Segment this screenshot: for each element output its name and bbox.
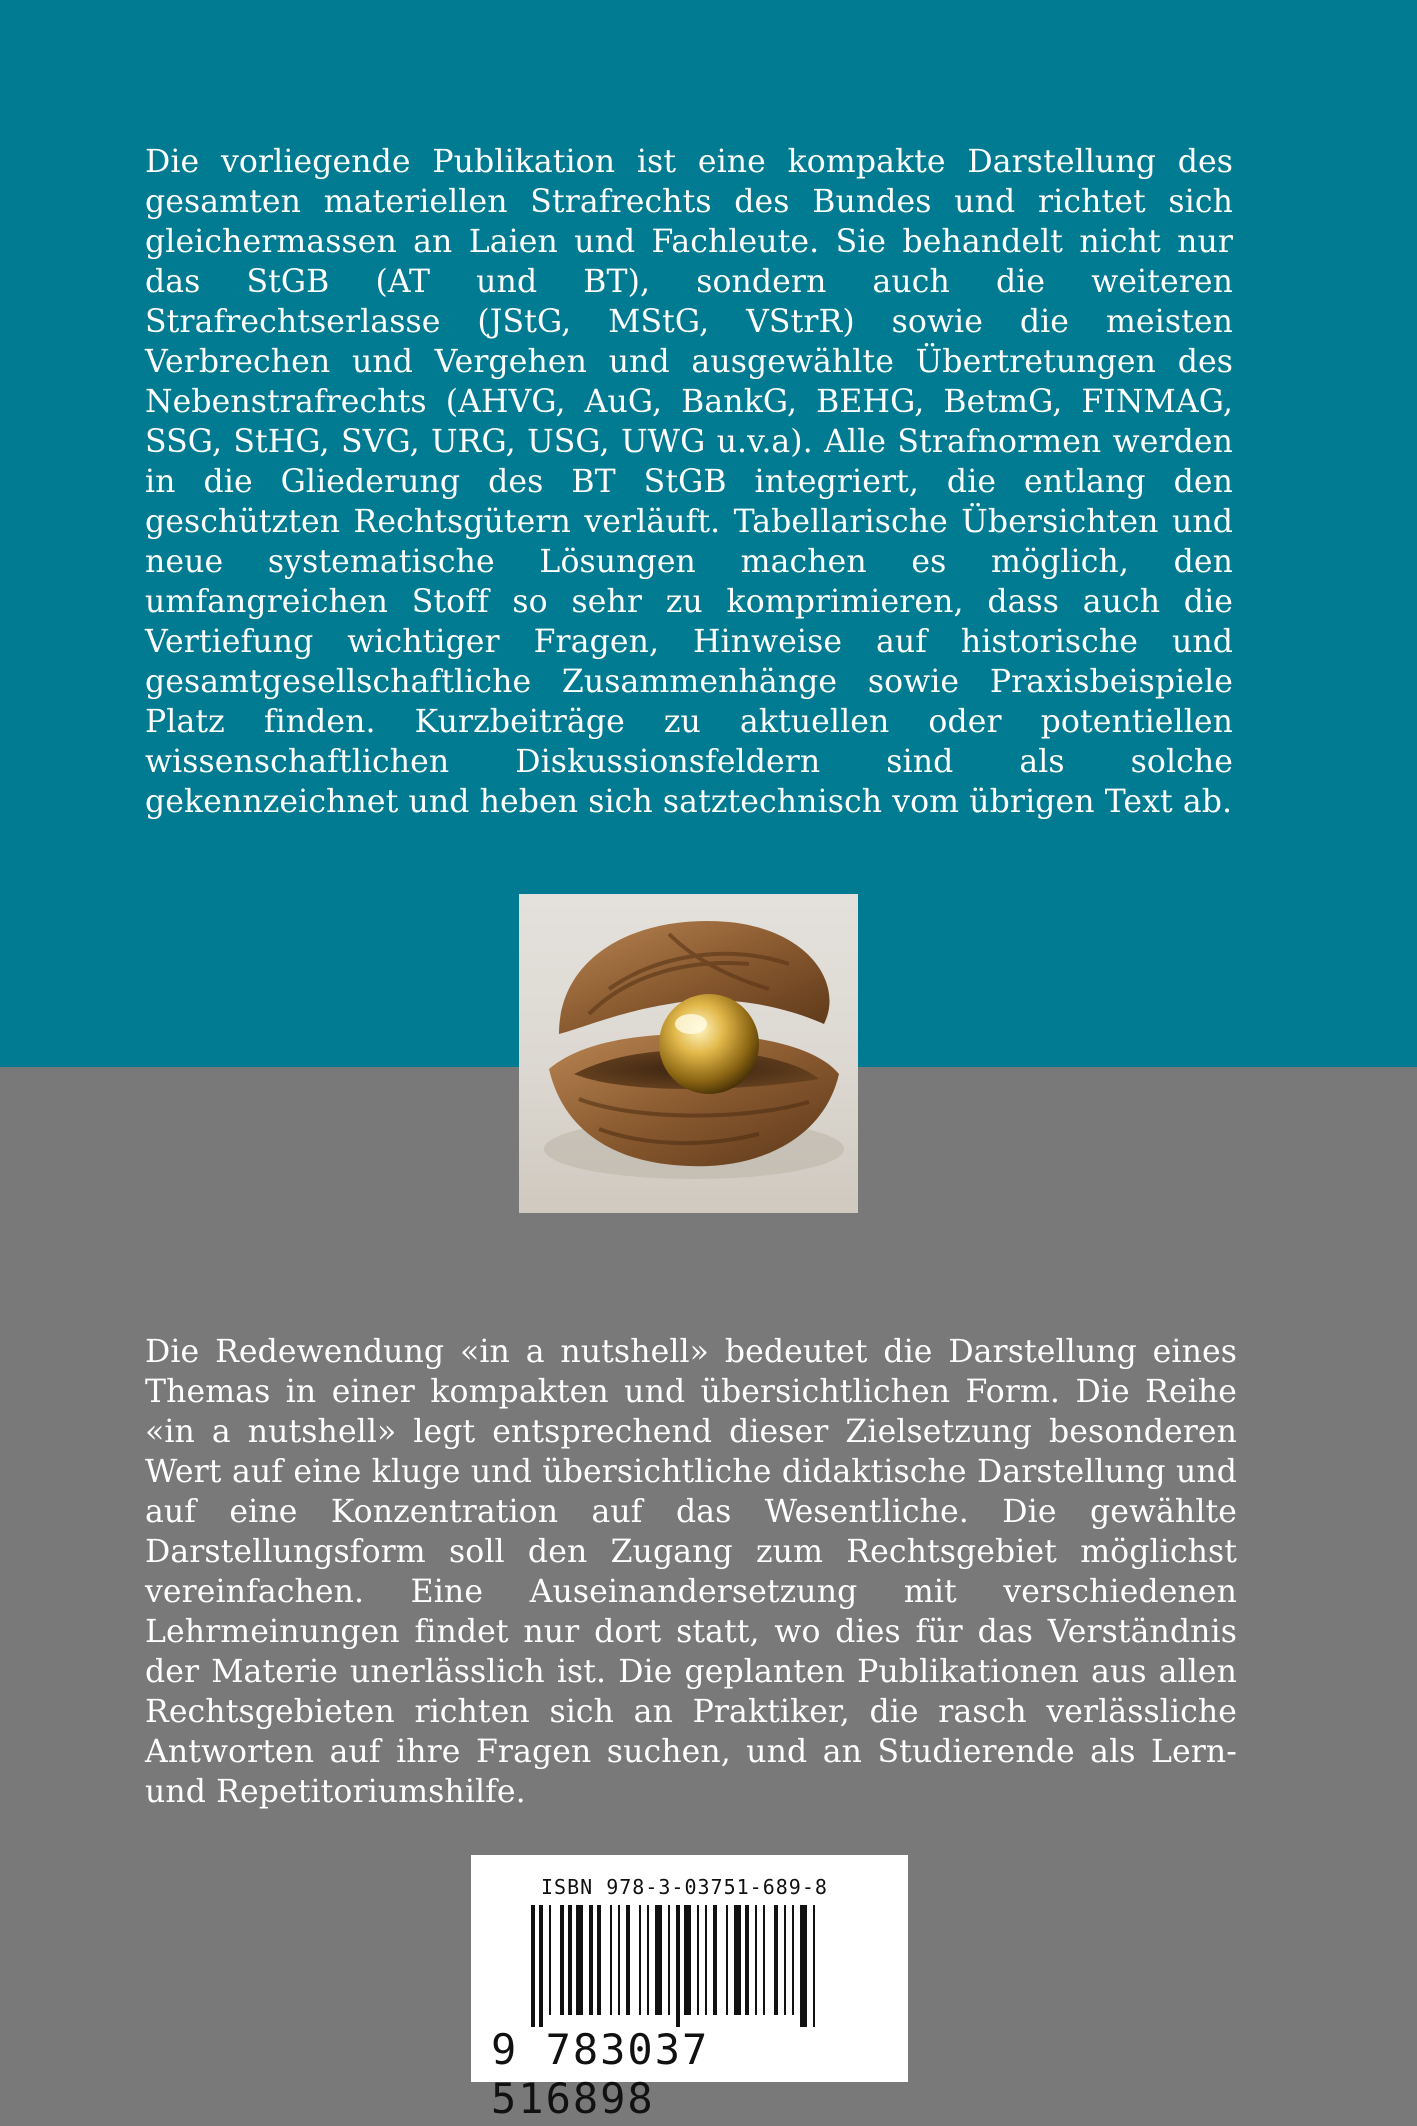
isbn-label: ISBN 978-3-03751-689-8 (541, 1875, 828, 1899)
barcode-bar (813, 1905, 815, 2027)
barcode-bar (676, 1905, 680, 2027)
series-description: Die Redewendung «in a nutshell» bedeutet die Darstellung eines Themas in einer kompakten und übersichtlichen Form. Die Reihe «in a nutshell» legt entsprechend dieser Zielsetzung besonderen Wert auf eine kluge und übersichtliche didaktische Darstellung und auf eine Konzentration auf das Wesentliche. Die gewählte Darstellungsform soll den Zugang zum Rechtsgebiet möglichst vereinfachen. Eine Auseinandersetzung mit verschiedenen Lehrmeinungen findet nur dort statt, wo dies für das Verständnis der Materie unerlässlich ist. Die geplanten Publikationen aus allen Rechtsgebieten richten sich an Praktiker, die rasch verlässliche Antworten auf ihre Fragen suchen, und an Studierende als Lern- und Repetitoriumshilfe. (145, 1334, 1237, 1810)
barcode-bar (734, 1905, 741, 2015)
barcode-bar (800, 1905, 807, 2027)
barcode-bar (684, 1905, 691, 2015)
barcode-bar (792, 1905, 794, 2015)
barcode-bar (549, 1905, 551, 2015)
barcode-bar (597, 1905, 601, 2015)
barcode-bar (576, 1905, 583, 2015)
barcode-bar (655, 1905, 662, 2015)
barcode-bar (763, 1905, 765, 2015)
isbn-digits: 9 783037 516898 (491, 2025, 710, 2123)
barcode-bar (539, 1905, 543, 2027)
barcode-bar (745, 1905, 749, 2015)
publication-description: Die vorliegende Publikation ist eine kompakte Darstellung des gesamten materiellen Strafrechts des Bundes und richtet sich gleichermassen an Laien und Fachleute. Sie behandelt nicht nur das StGB (AT und BT), sondern auch die weiteren Strafrechtserlasse (JStG, MStG, VStrR) sowie die meisten Verbrechen und Vergehen und ausgewählte Übertretungen des Nebenstrafrechts (AHVG, AuG, BankG, BEHG, BetmG, FINMAG, SSG, StHG, SVG, URG, USG, UWG u.v.a). Alle Strafnormen werden in die Gliederung des BT StGB integriert, die entlang den geschützten Rechtsgütern verläuft. Tabellarische Übersichten und neue systematische Lösungen machen es möglich, den umfangreichen Stoff so sehr zu komprimieren, dass auch die Vertiefung wichtiger Fragen, Hinweise auf historische und gesamtgesellschaftliche Zusammenhänge sowie Praxisbeispiele Platz finden. Kurzbeiträge zu aktuellen oder potentiellen wissenschaftlichen Diskussionsfeldern sind als solche gekennzeichnet und heben sich satztechnisch vom übrigen Text ab. (145, 144, 1233, 820)
walnut-golden-ball-photo (519, 894, 858, 1213)
barcode-bar (560, 1905, 564, 2015)
barcode-bar (668, 1905, 670, 2015)
barcode-bar (774, 1905, 778, 2015)
barcode-bar (610, 1905, 612, 2015)
barcode-bar (647, 1905, 649, 2015)
barcode-bar (726, 1905, 728, 2015)
isbn-barcode (471, 1855, 908, 2123)
barcode-bar (713, 1905, 717, 2015)
barcode-bar (618, 1905, 620, 2015)
barcode-bar (626, 1905, 630, 2015)
barcode-bar (531, 1905, 535, 2027)
barcode-bars (531, 1905, 851, 2027)
barcode-bar (705, 1905, 707, 2015)
barcode-bar (697, 1905, 699, 2015)
barcode-bar (589, 1905, 593, 2015)
barcode-bar (639, 1905, 641, 2015)
barcode-bar (784, 1905, 786, 2015)
barcode-bar (755, 1905, 757, 2015)
barcode-bar (568, 1905, 572, 2015)
